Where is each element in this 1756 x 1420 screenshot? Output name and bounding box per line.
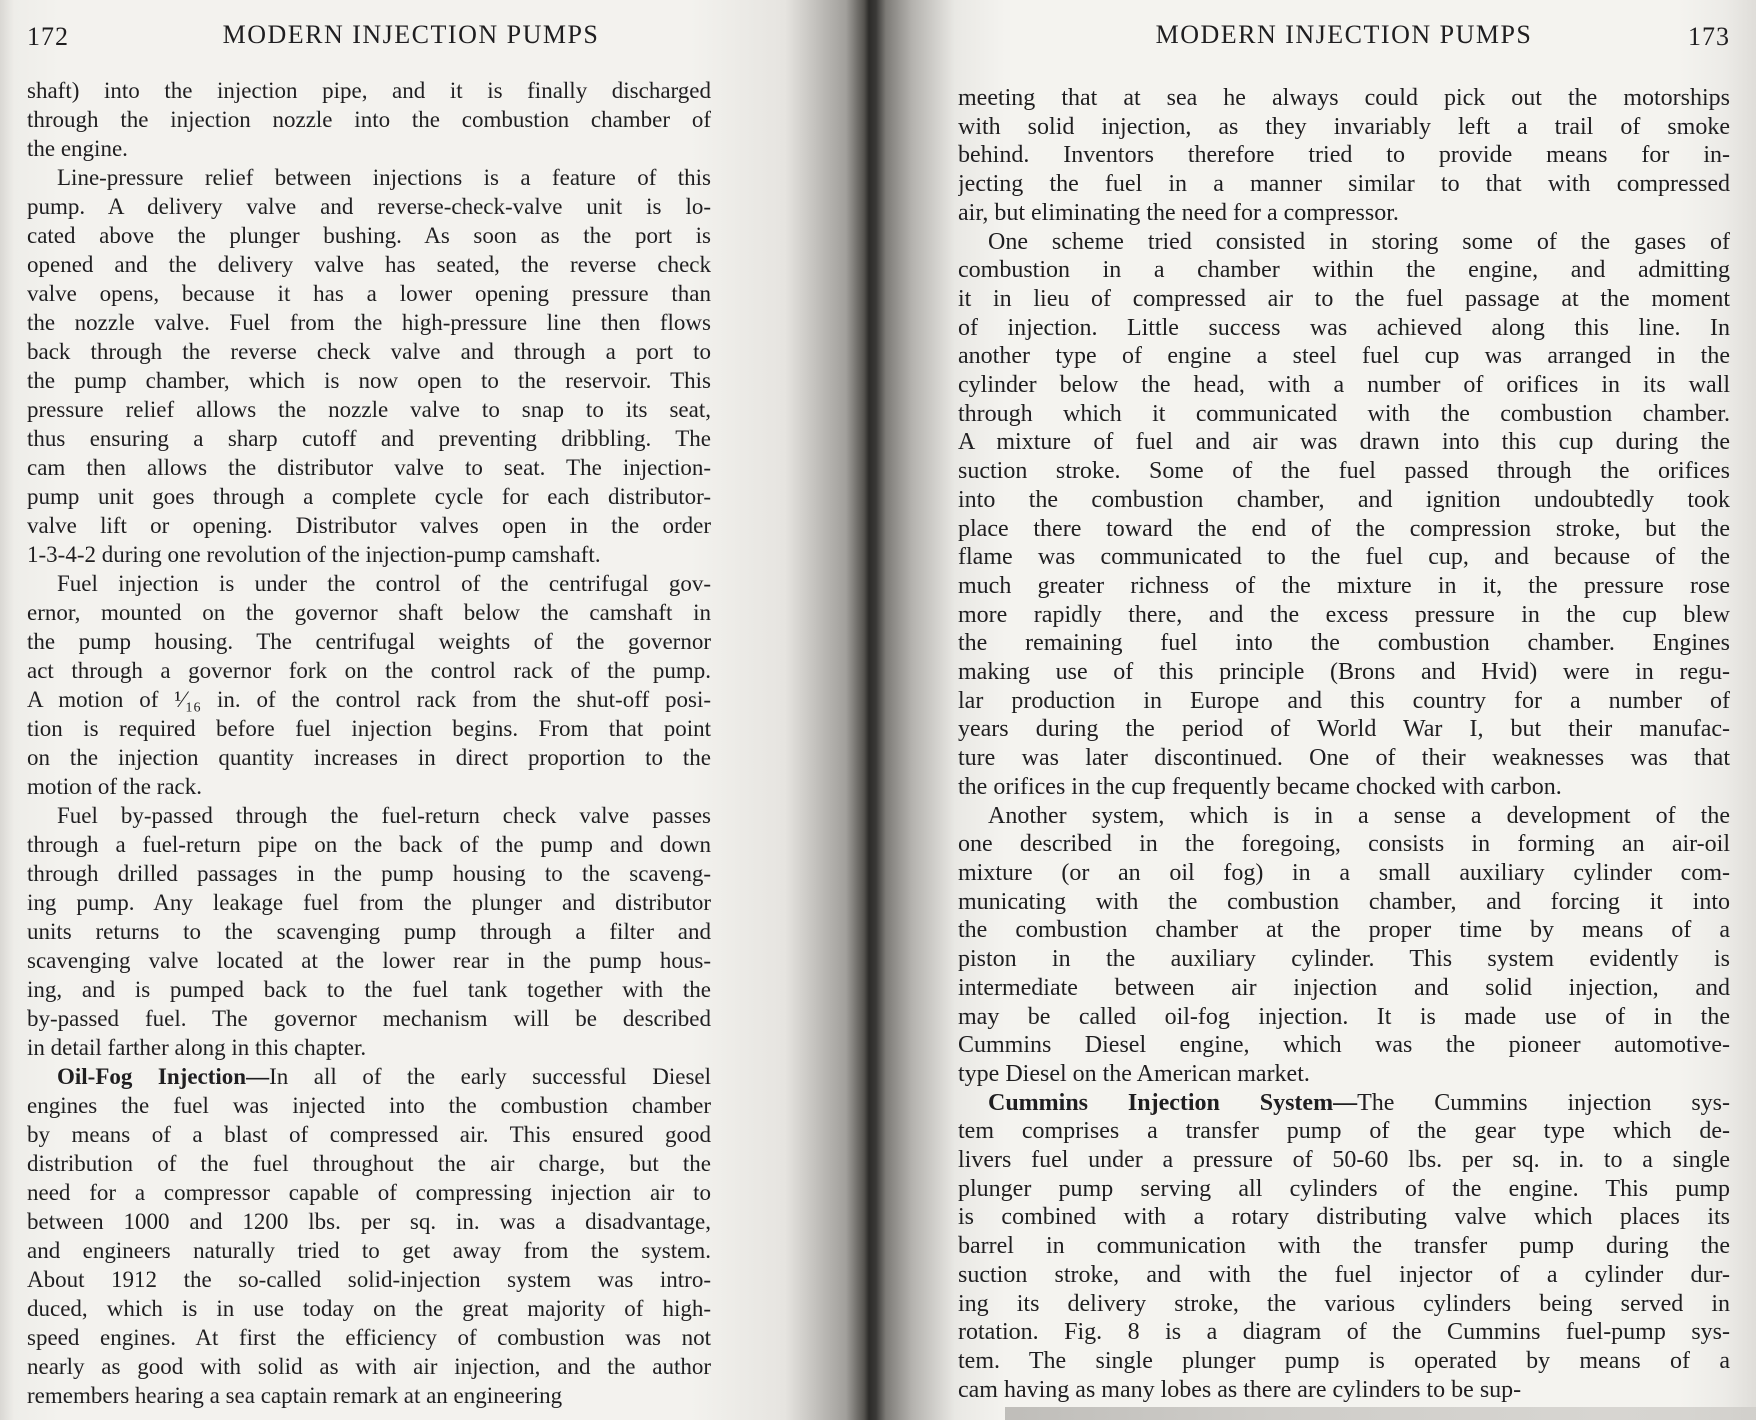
text-line: flame was communicated to the fuel cup, and because of the xyxy=(958,544,1730,571)
text-line: act through a governor fork on the control rack of the pump. xyxy=(27,658,711,683)
text-line: barrel in communication with the transfer pump during the xyxy=(958,1233,1730,1260)
text-line: in detail farther along in this chapter. xyxy=(27,1035,367,1060)
text-line: type Diesel on the American market. xyxy=(958,1060,1310,1087)
running-title: MODERN INJECTION PUMPS xyxy=(1155,20,1533,49)
text-line: livers fuel under a pressure of 50-60 lbs. per sq. in. to a single xyxy=(958,1147,1730,1174)
text-line: Fuel injection is under the control of the centrifugal gov- xyxy=(57,571,711,596)
text-line: the pump chamber, which is now open to the reservoir. This xyxy=(27,368,711,393)
text-line: into the combustion chamber, and ignition undoubtedly took xyxy=(958,486,1730,513)
text-line: scavenging valve located at the lower rear in the pump hous- xyxy=(27,948,711,973)
text-line: suction stroke, and with the fuel injector of a cylinder dur- xyxy=(958,1261,1730,1288)
page-header xyxy=(27,20,711,50)
text-line: making use of this principle (Brons and Hvid) were in regu- xyxy=(958,659,1730,686)
page-body xyxy=(958,84,1730,1404)
text-line: Cummins Injection System—The Cummins injection sys- xyxy=(988,1089,1730,1116)
text-line: tion is required before fuel injection begins. From that point xyxy=(27,716,711,741)
text-line: it in lieu of compressed air to the fuel passage at the moment xyxy=(958,285,1730,312)
text-line: tem. The single plunger pump is operated by means of a xyxy=(958,1347,1730,1374)
page-body xyxy=(27,76,711,1410)
text-line: combustion in a chamber within the engine, and admitting xyxy=(958,257,1730,284)
text-line: lar production in Europe and this country for a number of xyxy=(958,687,1730,714)
text-line: Cummins Diesel engine, which was the pioneer automotive- xyxy=(958,1032,1730,1059)
text-line: One scheme tried consisted in storing some of the gases of xyxy=(988,228,1730,255)
text-line: engines the fuel was injected into the combustion chamber xyxy=(27,1093,711,1118)
text-line: behind. Inventors therefore tried to provide means for in- xyxy=(958,142,1730,169)
text-line: cam then allows the distributor valve to seat. The injection- xyxy=(27,455,711,480)
text-line: shaft) into the injection pipe, and it is finally discharged xyxy=(27,78,711,103)
text-line: suction stroke. Some of the fuel passed through the orifices xyxy=(958,458,1730,485)
book-page-right xyxy=(880,0,1756,1420)
text-line: with solid injection, as they invariably left a trail of smoke xyxy=(958,113,1730,140)
running-title: MODERN INJECTION PUMPS xyxy=(222,20,600,49)
text-line: the remaining fuel into the combustion chamber. Engines xyxy=(958,630,1730,657)
book-page-left xyxy=(0,0,772,1420)
text-line: jecting the fuel in a manner similar to that with compressed xyxy=(958,171,1730,198)
text-line: of injection. Little success was achieved along this line. In xyxy=(958,314,1730,341)
text-line: may be called oil-fog injection. It is made use of in the xyxy=(958,1003,1730,1030)
bold-section-lead: Cummins Injection System— xyxy=(988,1089,1358,1116)
text-line: plunger pump serving all cylinders of the engine. This pump xyxy=(958,1175,1730,1202)
text-line: Line-pressure relief between injections is a feature of this xyxy=(57,165,711,190)
page-number: 172 xyxy=(27,22,69,51)
text-line: municating with the combustion chamber, and forcing it into xyxy=(958,888,1730,915)
text-line: Another system, which is in a sense a development of the xyxy=(988,802,1730,829)
text-line: ture was later discontinued. One of their weaknesses was that xyxy=(958,745,1730,772)
text-line: one described in the foregoing, consists in forming an air-oil xyxy=(958,831,1730,858)
text-line: pump. A delivery valve and reverse-check-valve unit is lo- xyxy=(27,194,711,219)
text-line: need for a compressor capable of compressing injection air to xyxy=(27,1180,711,1205)
text-line: ing, and is pumped back to the fuel tank together with the xyxy=(27,977,711,1002)
text-line: A mixture of fuel and air was drawn into this cup during the xyxy=(958,429,1730,456)
text-line: distribution of the fuel throughout the air charge, but the xyxy=(27,1151,711,1176)
text-line: much greater richness of the mixture in it, the pressure rose xyxy=(958,572,1730,599)
text-line: through which it communicated with the combustion chamber. xyxy=(958,400,1730,427)
text-line: cated above the plunger bushing. As soon as the port is xyxy=(27,223,711,248)
text-line: valve opens, because it has a lower opening pressure than xyxy=(27,281,711,306)
text-line: by means of a blast of compressed air. This ensured good xyxy=(27,1122,711,1147)
text-line: the combustion chamber at the proper time by means of a xyxy=(958,917,1730,944)
text-line: on the injection quantity increases in direct proportion to the xyxy=(27,745,711,770)
text-line: the nozzle valve. Fuel from the high-pressure line then flows xyxy=(27,310,711,335)
text-line: meeting that at sea he always could pick out the motorships xyxy=(958,85,1730,111)
text-line: pressure relief allows the nozzle valve to snap to its seat, xyxy=(27,397,711,422)
text-line: remembers hearing a sea captain remark at an engineering xyxy=(27,1383,563,1408)
text-line: Oil-Fog Injection—In all of the early successful Diesel xyxy=(57,1064,711,1089)
text-line: years during the period of World War I, but their manufac- xyxy=(958,716,1730,743)
text-line: cam having as many lobes as there are cylinders to be sup- xyxy=(958,1376,1522,1403)
text-line: duced, which is in use today on the great majority of high- xyxy=(27,1296,711,1321)
text-line: the pump housing. The centrifugal weights of the governor xyxy=(27,629,711,654)
text-line: between 1000 and 1200 lbs. per sq. in. was a disadvantage, xyxy=(27,1209,711,1234)
text-line: ing pump. Any leakage fuel from the plunger and distributor xyxy=(27,890,711,915)
text-line: back through the reverse check valve and through a port to xyxy=(27,339,711,364)
text-line: another type of engine a steel fuel cup was arranged in the xyxy=(958,343,1730,370)
text-line: through the injection nozzle into the combustion chamber of xyxy=(27,107,711,132)
text-line: through a fuel-return pipe on the back of the pump and down xyxy=(27,832,711,857)
text-line: motion of the rack. xyxy=(27,774,203,799)
text-line: valve lift or opening. Distributor valves open in the order xyxy=(27,513,711,538)
text-line: more rapidly there, and the excess pressure in the cup blew xyxy=(958,601,1730,628)
text-line: ernor, mounted on the governor shaft below the camshaft in xyxy=(27,600,711,625)
text-line: the engine. xyxy=(27,136,128,161)
text-line: thus ensuring a sharp cutoff and preventing dribbling. The xyxy=(27,426,711,451)
text-line: the orifices in the cup frequently became chocked with carbon. xyxy=(958,773,1562,800)
text-line: piston in the auxiliary cylinder. This system evidently is xyxy=(958,946,1730,973)
text-line: opened and the delivery valve has seated, the reverse check xyxy=(27,252,711,277)
text-line: speed engines. At first the efficiency of combustion was not xyxy=(27,1325,711,1350)
text-line: A motion of ¹⁄₁₆ in. of the control rack from the shut-off posi- xyxy=(27,687,711,712)
page-header xyxy=(958,20,1730,50)
text-line: by-passed fuel. The governor mechanism will be described xyxy=(27,1006,711,1031)
text-line: 1-3-4-2 during one revolution of the injection-pump camshaft. xyxy=(27,542,601,567)
text-line: units returns to the scavenging pump through a filter and xyxy=(27,919,711,944)
text-line: mixture (or an oil fog) in a small auxiliary cylinder com- xyxy=(958,859,1730,886)
text-line: through drilled passages in the pump housing to the scaveng- xyxy=(27,861,711,886)
text-line: place there toward the end of the compression stroke, but the xyxy=(958,515,1730,542)
text-line: nearly as good with solid as with air injection, and the author xyxy=(27,1354,711,1379)
text-line: is combined with a rotary distributing valve which places its xyxy=(958,1204,1730,1231)
text-line: air, but eliminating the need for a compressor. xyxy=(958,199,1399,226)
text-line: rotation. Fig. 8 is a diagram of the Cummins fuel-pump sys- xyxy=(958,1319,1730,1346)
text-line: intermediate between air injection and solid injection, and xyxy=(958,974,1730,1001)
text-line: cylinder below the head, with a number of orifices in its wall xyxy=(958,372,1730,399)
text-line: Fuel by-passed through the fuel-return check valve passes xyxy=(57,803,711,828)
text-line: pump unit goes through a complete cycle for each distributor- xyxy=(27,484,711,509)
text-line: About 1912 the so-called solid-injection system was intro- xyxy=(27,1267,711,1292)
text-line: ing its delivery stroke, the various cylinders being served in xyxy=(958,1290,1730,1317)
text-line: tem comprises a transfer pump of the gear type which de- xyxy=(958,1118,1730,1145)
bold-section-lead: Oil-Fog Injection— xyxy=(57,1064,270,1089)
text-line: and engineers naturally tried to get away from the system. xyxy=(27,1238,711,1263)
page-number: 173 xyxy=(1688,22,1730,51)
